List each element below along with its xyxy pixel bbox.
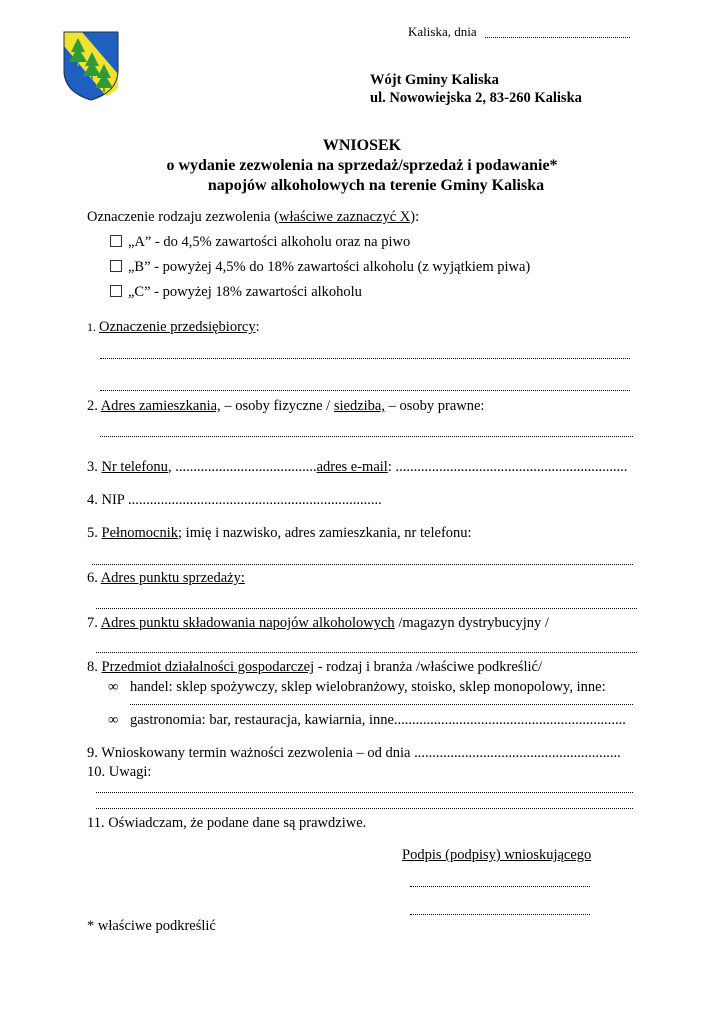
permit-option-c[interactable]: „C” - powyżej 18% zawartości alkoholu bbox=[110, 284, 362, 301]
permit-option-b[interactable]: „B” - powyżej 4,5% do 18% zawartości alkoholu (z wyjątkiem piwa) bbox=[110, 259, 530, 276]
entrepreneur-field-1[interactable] bbox=[100, 358, 630, 359]
remarks-field-2[interactable] bbox=[96, 808, 633, 809]
section-1-heading: 1. Oznaczenie przedsiębiorcy: bbox=[87, 319, 260, 335]
infinity-bullet-icon: ∞ bbox=[108, 679, 119, 695]
title-line2: o wydanie zezwolenia na sprzedaż/sprzedaż i podawanie* bbox=[166, 157, 558, 174]
section-3-heading: 3. Nr telefonu, .......................................adres e-mail: ................................................................ bbox=[87, 459, 628, 475]
section-4-nip: 4. NIP ...................................................................... bbox=[87, 492, 382, 508]
addressee-line2: ul. Nowowiejska 2, 83-260 Kaliska bbox=[370, 90, 582, 106]
sales-point-field[interactable] bbox=[96, 608, 637, 609]
permit-option-a[interactable]: „A” - do 4,5% zawartości alkoholu oraz na piwo bbox=[110, 234, 410, 251]
activity-item-trade[interactable]: ∞ handel: sklep spożywczy, sklep wielobranżowy, stoisko, sklep monopolowy, inne: bbox=[108, 679, 606, 695]
section-11-declaration: 11. Oświadczam, że podane dane są prawdziwe. bbox=[87, 815, 367, 831]
signature-field-2[interactable] bbox=[410, 914, 590, 915]
trade-other-field[interactable] bbox=[130, 704, 633, 705]
title-line3: napojów alkoholowych na terenie Gminy Kaliska bbox=[207, 177, 545, 194]
place-date-label: Kaliska, dnia bbox=[408, 24, 477, 39]
signature-label: Podpis (podpisy) wnioskującego bbox=[402, 847, 592, 863]
checkbox-icon[interactable] bbox=[110, 260, 122, 272]
section-9-validity: 9. Wnioskowany termin ważności zezwolenia – od dnia ......................................................... bbox=[87, 745, 621, 761]
footnote: * właściwe podkreślić bbox=[87, 918, 216, 934]
proxy-field[interactable] bbox=[92, 564, 633, 565]
section-5-heading: 5. Pełnomocnik; imię i nazwisko, adres zamieszkania, nr telefonu: bbox=[87, 525, 472, 541]
activity-item-gastronomy[interactable]: ∞ gastronomia: bar, restauracja, kawiarnia, inne................................................................ bbox=[108, 712, 626, 728]
place-date bbox=[408, 24, 477, 40]
checkbox-icon[interactable] bbox=[110, 285, 122, 297]
entrepreneur-field-2[interactable] bbox=[100, 390, 630, 391]
section-6-heading: 6. Adres punktu sprzedaży: bbox=[87, 570, 245, 586]
permit-type-intro: Oznaczenie rodzaju zezwolenia (właściwe zaznaczyć X): bbox=[87, 209, 420, 225]
storage-point-field[interactable] bbox=[96, 652, 637, 653]
date-field[interactable] bbox=[485, 37, 630, 38]
section-10-remarks: 10. Uwagi: bbox=[87, 764, 152, 780]
address-field[interactable] bbox=[100, 436, 633, 437]
checkbox-icon[interactable] bbox=[110, 235, 122, 247]
coat-of-arms-logo bbox=[62, 30, 120, 102]
section-8-heading: 8. Przedmiot działalności gospodarczej - rodzaj i branża /właściwe podkreślić/ bbox=[87, 659, 542, 675]
signature-field-1[interactable] bbox=[410, 886, 590, 887]
section-2-heading: 2. Adres zamieszkania, – osoby fizyczne / siedziba, – osoby prawne: bbox=[87, 398, 485, 414]
addressee-line1: Wójt Gminy Kaliska bbox=[370, 72, 499, 88]
infinity-bullet-icon: ∞ bbox=[108, 712, 119, 728]
remarks-field-1[interactable] bbox=[96, 792, 633, 793]
title-line1: WNIOSEK bbox=[322, 137, 402, 154]
section-7-heading: 7. Adres punktu składowania napojów alkoholowych /magazyn dystrybucyjny / bbox=[87, 615, 549, 631]
